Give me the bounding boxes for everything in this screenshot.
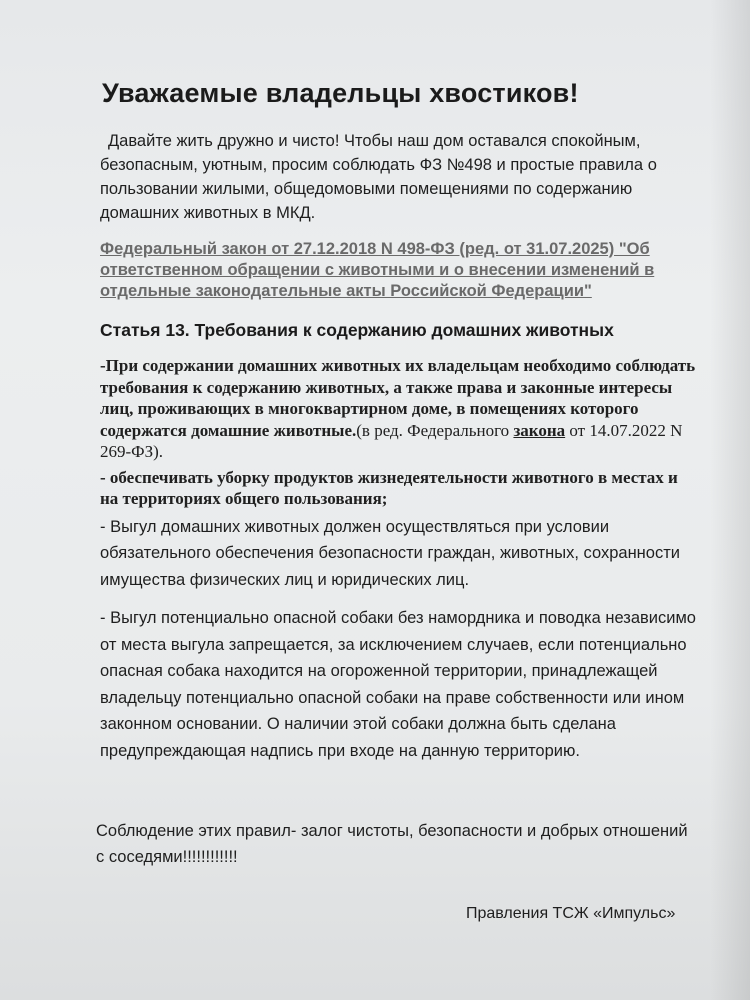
requirement-4: - Выгул потенциально опасной собаки без намордника и поводка независимо от места выгула запрещается, за исключением случаев, если потенциально опасная собака находится на огороженной территории, принадлежащей владельцу потенциально опасной собаки на праве собственности или ином законном основании. О наличии этой собаки должна быть сделана предупреждающая надпись при входе на данную территорию. (100, 609, 696, 760)
requirement-2: - обеспечивать уборку продуктов жизнедеятельности животного в местах и на территориях общего пользования; (100, 467, 678, 508)
paper-shadow (710, 0, 750, 1000)
requirement-3: - Выгул домашних животных должен осуществляться при условии обязательного обеспечения безопасности граждан, животных, сохранности имущества физических лиц и юридических лиц. (100, 517, 680, 589)
closing-statement: Соблюдение этих правил- залог чистоты, безопасности и добрых отношений с соседями!!!!!!!!!!!! (96, 822, 688, 866)
requirement-1-text: -При содержании домашних животных их владельцам необходимо соблюдать требования к содержанию животных, а также права и законные интересы лиц, проживающих в многоквартирном доме, в помещениях которого содержатся домашние животные. (100, 356, 696, 440)
amendment-prefix: (в ред. Федерального (356, 420, 514, 440)
federal-law-link[interactable]: Федеральный закон от 27.12.2018 N 498-ФЗ (ред. от 31.07.2025) "Об ответственном обращении с животными и о внесении изменений в отдельные законодательные акты Российской Федерации" (100, 240, 655, 300)
notice-title: Уважаемые владельцы хвостиков! (102, 78, 579, 108)
requirement-1 (100, 355, 696, 463)
article-heading: Статья 13. Требования к содержанию домашних животных (100, 320, 614, 340)
amendment-law-link[interactable]: закона (513, 420, 566, 440)
notice-body (96, 78, 696, 870)
signature: Правления ТСЖ «Импульс» (466, 905, 676, 922)
intro-paragraph: Давайте жить дружно и чисто! Чтобы наш дом оставался спокойным, безопасным, уютным, просим соблюдать ФЗ №498 и простые правила о пользовании жилыми, общедомовыми помещениями по содержанию домашних животных в МКД. (100, 132, 657, 222)
amendment-suffix: от 14.07.2022 N 269-ФЗ). (100, 420, 683, 461)
